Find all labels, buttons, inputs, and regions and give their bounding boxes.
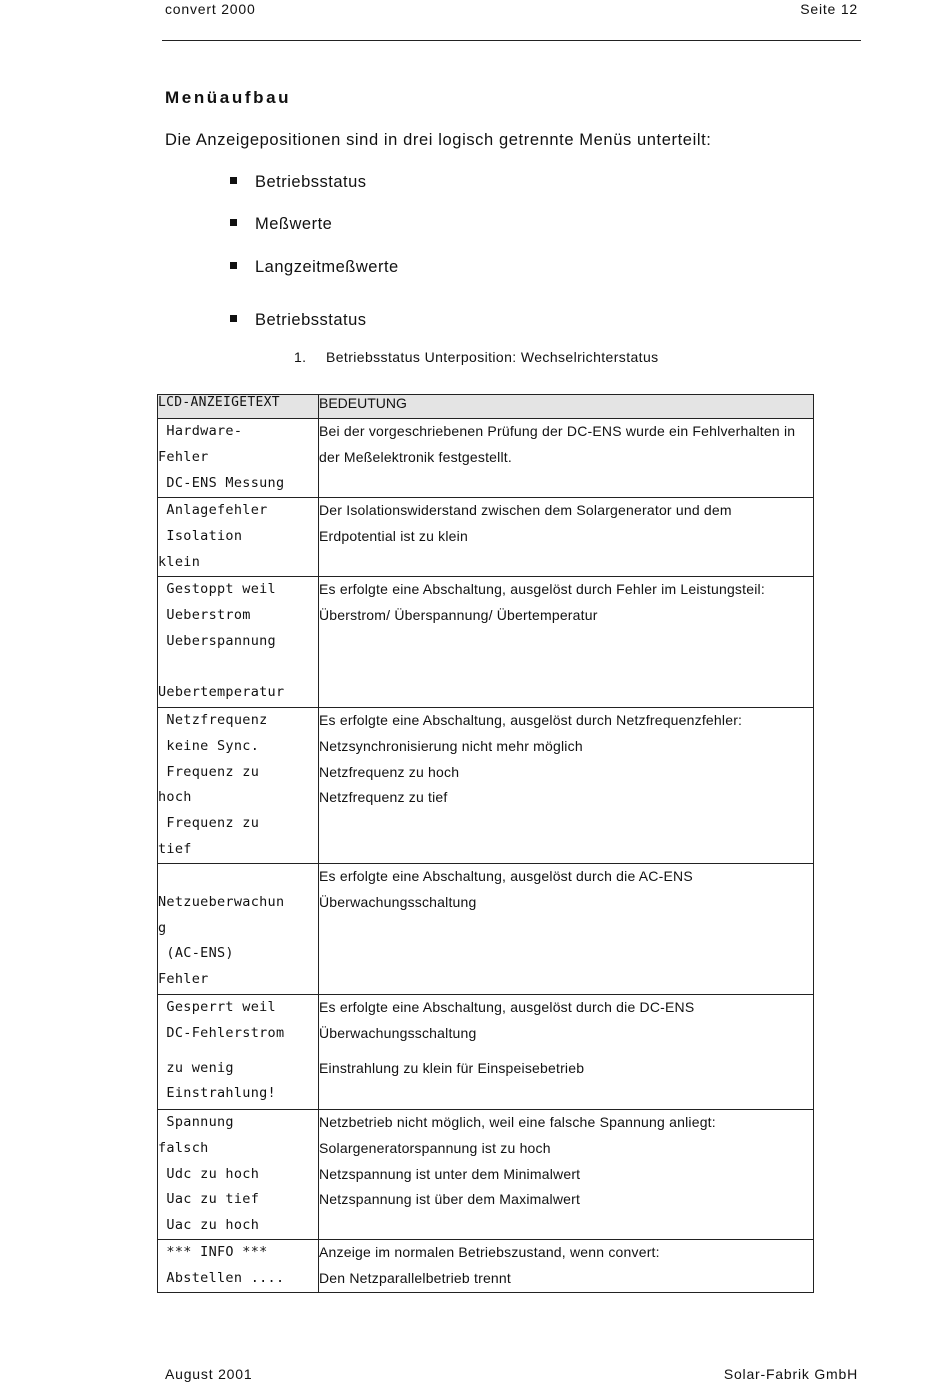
column-header-meaning: BEDEUTUNG bbox=[319, 395, 814, 419]
lcd-text-cell: Netzfrequenz keine Sync. Frequenz zu hoch Frequenz zu tief bbox=[158, 708, 319, 864]
numbered-subitem bbox=[294, 349, 659, 365]
table-row bbox=[158, 1056, 814, 1110]
lcd-text-cell: Gestoppt weil Ueberstrom Ueberspannung Uebertemperatur bbox=[158, 577, 319, 708]
section-heading: Menüaufbau bbox=[165, 88, 292, 107]
header-page-number: Seite 12 bbox=[800, 1, 858, 17]
intro-paragraph: Die Anzeigepositionen sind in drei logisch getrennte Menüs unterteilt: bbox=[165, 131, 712, 149]
lcd-text-cell: Gesperrt weil DC-Fehlerstrom bbox=[158, 995, 319, 1056]
bullet-item: Betriebsstatus bbox=[230, 173, 367, 192]
table-row bbox=[158, 995, 814, 1056]
meaning-cell: Einstrahlung zu klein für Einspeisebetrieb bbox=[319, 1056, 814, 1110]
lcd-text-cell: Spannung falsch Udc zu hoch Uac zu tief Uac zu hoch bbox=[158, 1110, 319, 1240]
lcd-text-cell: Netzueberwachun g (AC-ENS) Fehler bbox=[158, 864, 319, 995]
table-row bbox=[158, 708, 814, 864]
subitem-number: 1. bbox=[294, 349, 307, 365]
meaning-cell: Es erfolgte eine Abschaltung, ausgelöst durch die AC-ENS Überwachungsschaltung bbox=[319, 864, 814, 995]
lcd-text-cell: *** INFO *** Abstellen .... bbox=[158, 1240, 319, 1293]
meaning-cell: Netzbetrieb nicht möglich, weil eine falsche Spannung anliegt: Solargeneratorspannung ist zu hoch Netzspannung ist unter dem Minimalwert Netzspannung ist über dem Maximalwert bbox=[319, 1110, 814, 1240]
meaning-cell: Anzeige im normalen Betriebszustand, wenn convert: Den Netzparallelbetrieb trennt bbox=[319, 1240, 814, 1293]
table-row bbox=[158, 864, 814, 995]
header-document-title: convert 2000 bbox=[165, 1, 256, 17]
table-row bbox=[158, 498, 814, 577]
bullet-item: Meßwerte bbox=[230, 215, 332, 234]
subitem-text: Betriebsstatus Unterposition: Wechselrichterstatus bbox=[326, 349, 659, 365]
lcd-status-table bbox=[157, 394, 814, 1293]
meaning-cell: Bei der vorgeschriebenen Prüfung der DC-ENS wurde ein Fehlverhalten in der Meßelektronik festgestellt. bbox=[319, 419, 814, 498]
footer-date: August 2001 bbox=[165, 1366, 253, 1382]
meaning-cell: Es erfolgte eine Abschaltung, ausgelöst durch die DC-ENS Überwachungsschaltung bbox=[319, 995, 814, 1056]
lcd-text-cell: Hardware- Fehler DC-ENS Messung bbox=[158, 419, 319, 498]
meaning-cell: Es erfolgte eine Abschaltung, ausgelöst durch Netzfrequenzfehler: Netzsynchronisierung nicht mehr möglich Netzfrequenz zu hoch Netzfrequenz zu tief bbox=[319, 708, 814, 864]
bullet-item: Betriebsstatus bbox=[230, 311, 367, 330]
meaning-cell: Der Isolationswiderstand zwischen dem Solargenerator und dem Erdpotential ist zu klein bbox=[319, 498, 814, 577]
header-divider bbox=[162, 40, 861, 41]
bullet-item: Langzeitmeßwerte bbox=[230, 258, 399, 277]
lcd-text-cell: Anlagefehler Isolation klein bbox=[158, 498, 319, 577]
lcd-text-cell: zu wenig Einstrahlung! bbox=[158, 1056, 319, 1110]
table-row bbox=[158, 577, 814, 708]
table-row bbox=[158, 1240, 814, 1293]
column-header-lcd-text: LCD-ANZEIGETEXT bbox=[158, 395, 319, 419]
table-header-row bbox=[158, 395, 814, 419]
table-row bbox=[158, 1110, 814, 1240]
meaning-cell: Es erfolgte eine Abschaltung, ausgelöst durch Fehler im Leistungsteil: Überstrom/ Überspannung/ Übertemperatur bbox=[319, 577, 814, 708]
footer-company: Solar-Fabrik GmbH bbox=[723, 1366, 858, 1382]
table-row bbox=[158, 419, 814, 498]
